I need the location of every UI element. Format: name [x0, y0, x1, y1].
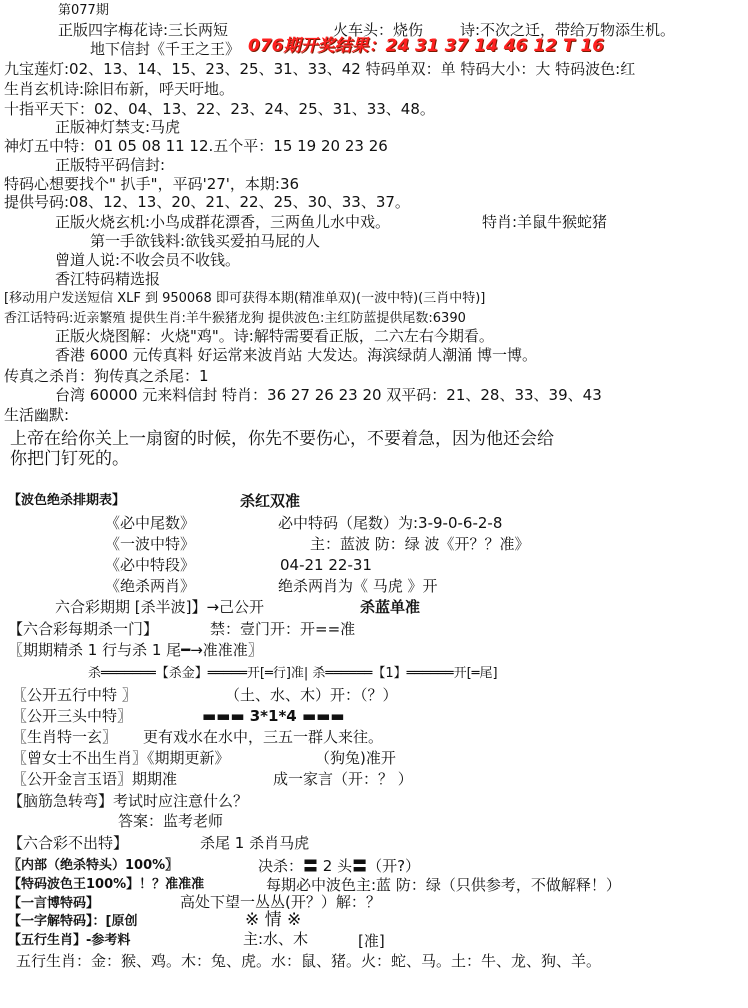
five-zodiac-label: 【五行生肖】-参考料 [8, 933, 131, 948]
five-zodiac-accurate: [准] [358, 932, 385, 950]
zodiac-mystery-label: 〖生肖特一玄〗 [12, 728, 118, 746]
kill-row-tail-label: 〖期期精杀 1 行与杀 1 尾━→准准准〗 [8, 641, 263, 659]
one-char-label: 【一字解特码】：[原创 [8, 914, 138, 929]
humor-line-2: 你把门钉死的。 [10, 449, 129, 469]
one-wave-value: 主：蓝波 防：绿 波《开？？准》 [310, 535, 530, 553]
must-segment-label: 《必中特段》 [105, 556, 196, 574]
kill-one-gate-value: 禁：壹门开：开==准 [210, 620, 356, 638]
ten-fingers-line: 十指平天下：02、04、13、22、23、24、25、31、33、48。 [4, 100, 435, 118]
three-heads-label: 〖公开三头中特〗 [12, 707, 133, 725]
golden-words-value: 成一家言（开：？ ） [273, 770, 413, 788]
must-tail-label: 《必中尾数》 [105, 514, 196, 532]
fax-kill-line: 传真之杀肖：狗传真之杀尾：1 [4, 367, 209, 385]
underground-envelope: 地下信封《千王之王》 [90, 40, 241, 58]
humor-line-1: 上帝在给你关上一扇窗的时候，你先不要伤心，不要着急，因为他还会给 [10, 429, 554, 449]
no-special-value: 杀尾 1 杀肖马虎 [200, 834, 310, 852]
kill-blue-label: 杀蓝单准 [360, 598, 421, 616]
one-wave-label: 《一波中特》 [105, 535, 196, 553]
color-king-label: 【特码波色王100%】！？准准准 [8, 877, 205, 892]
plum-poem: 正版四字梅花诗:三长两短 [58, 21, 229, 39]
first-hand-line: 第一手欲钱料:欲钱买爱拍马屁的人 [90, 232, 321, 250]
must-segment-value: 04-21 22-31 [280, 556, 372, 574]
hongkong-fax-line: 香港 6000 元传真料 好运常来波肖站 大发达。海滨绿荫人潮涌 博一博。 [55, 346, 538, 364]
color-king-value: 每期必中波色主:蓝 防：绿（只供参考，不做解释！） [266, 876, 621, 894]
one-word-value: 高处下望一丛丛(开？）解：？ [180, 893, 381, 911]
inner-kill-label: 〖内部（绝杀特头）100%〗 [8, 858, 179, 873]
riddle-line: 【脑筋急转弯】考试时应注意什么？ [8, 792, 249, 810]
sms-line: [移动用户发送短信 XLF 到 950068 即可获得本期(精准单双)(一波中特)(三肖中特)] [4, 291, 486, 306]
inner-kill-value: 决杀：〓 2 头〓（开?） [258, 857, 421, 875]
kill-gold-line: 杀═══════【杀金】═════开[═行]准| 杀══════【1】══════开[═尾] [88, 666, 498, 681]
must-tail-value: 必中特码（尾数）为:3-9-0-6-2-8 [278, 514, 503, 532]
zeng-said-line: 曾道人说:不收会员不收钱。 [55, 251, 241, 269]
train-head: 火车头：烧伤 [333, 21, 424, 39]
fire-mystery-line: 正版火烧玄机:小鸟成群花漂香，三两鱼儿水中戏。 [55, 213, 391, 231]
five-zodiac-main: 主:水、木 [243, 930, 309, 948]
envelope-title: 正版特平码信封: [55, 156, 166, 174]
poem-text: 诗:不次之迁，带给万物添生机。 [460, 21, 676, 39]
kill-two-value: 绝杀两肖为《 马虎 》开 [278, 577, 438, 595]
special-zodiac-line: 特肖:羊鼠牛猴蛇猪 [482, 213, 608, 231]
kill-red-label: 杀红双准 [240, 492, 301, 510]
xiangjiang-title: 香江特码精选报 [55, 270, 161, 288]
provided-numbers-line: 提供号码:08、12、13、20、21、22、25、30、33、37。 [4, 193, 410, 211]
five-elements-label: 〖公开五行中特 〗 [12, 686, 137, 704]
issue-number: 第077期 [58, 3, 109, 18]
half-wave-label: 六合彩期期 [杀半波]】→己公开 [55, 598, 265, 616]
xiangjiang-talk-line: 香江话特码:近亲繁殖 提供生肖:羊牛猴猪龙狗 提供波色:主红防蓝提供尾数:6390 [4, 311, 466, 326]
color-table-title: 【波色绝杀排期表】 [8, 493, 126, 508]
ms-zeng-label: 〖曾女士不出生肖〗《期期更新》 [12, 749, 230, 767]
kill-one-gate-label: 【六合彩每期杀一门】 [8, 620, 159, 638]
one-char-value: ※ 情 ※ [245, 910, 302, 930]
taiwan-line: 台湾 60000 元来料信封 特肖：36 27 26 23 20 双平码：21、28、33、39、43 [55, 386, 602, 404]
five-zodiac-list: 五行生肖：金：猴、鸡。木：兔、虎。水：鼠、猪。火：蛇、马。土：牛、龙、狗、羊。 [16, 952, 602, 970]
five-elements-value: （土、水、木）开：（？） [225, 686, 398, 704]
three-heads-value: ▬▬▬ 3*1*4 ▬▬▬ [202, 707, 345, 725]
riddle-answer: 答案：监考老师 [118, 812, 224, 830]
golden-words-label: 〖公开金言玉语〗期期准 [12, 770, 178, 788]
zodiac-mystery-value: 更有戏水在水中，三五一群人来往。 [143, 728, 384, 746]
draw-result: 076期开奖结果：24 31 37 14 46 12 T 16 [248, 36, 605, 56]
one-word-label: 【一言博特码】 [8, 896, 100, 911]
forbidden-branch-line: 正版神灯禁支:马虎 [55, 118, 181, 136]
pickpocket-line: 特码心想要找个" 扒手"，平码'27'，本期:36 [4, 175, 300, 193]
zodiac-poem-line: 生肖玄机诗:除旧布新，呼天吁地。 [4, 80, 235, 98]
humor-title: 生活幽默: [4, 406, 70, 424]
fire-picture-line: 正版火烧图解：火烧"鸡"。诗:解特需要看正版，二六左右今期看。 [55, 327, 494, 345]
kill-two-label: 《绝杀两肖》 [105, 577, 196, 595]
ms-zeng-value: （狗兔)准开 [315, 749, 396, 767]
lotus-lamp-line: 九宝莲灯:02、13、14、15、23、25、31、33、42 特码单双：单 特码大小：大 特码波色:红 [4, 60, 636, 78]
no-special-label: 【六合彩不出特】 [8, 834, 129, 852]
divine-lamp-line: 神灯五中特：01 05 08 11 12.五个平：15 19 20 23 26 [4, 137, 388, 155]
